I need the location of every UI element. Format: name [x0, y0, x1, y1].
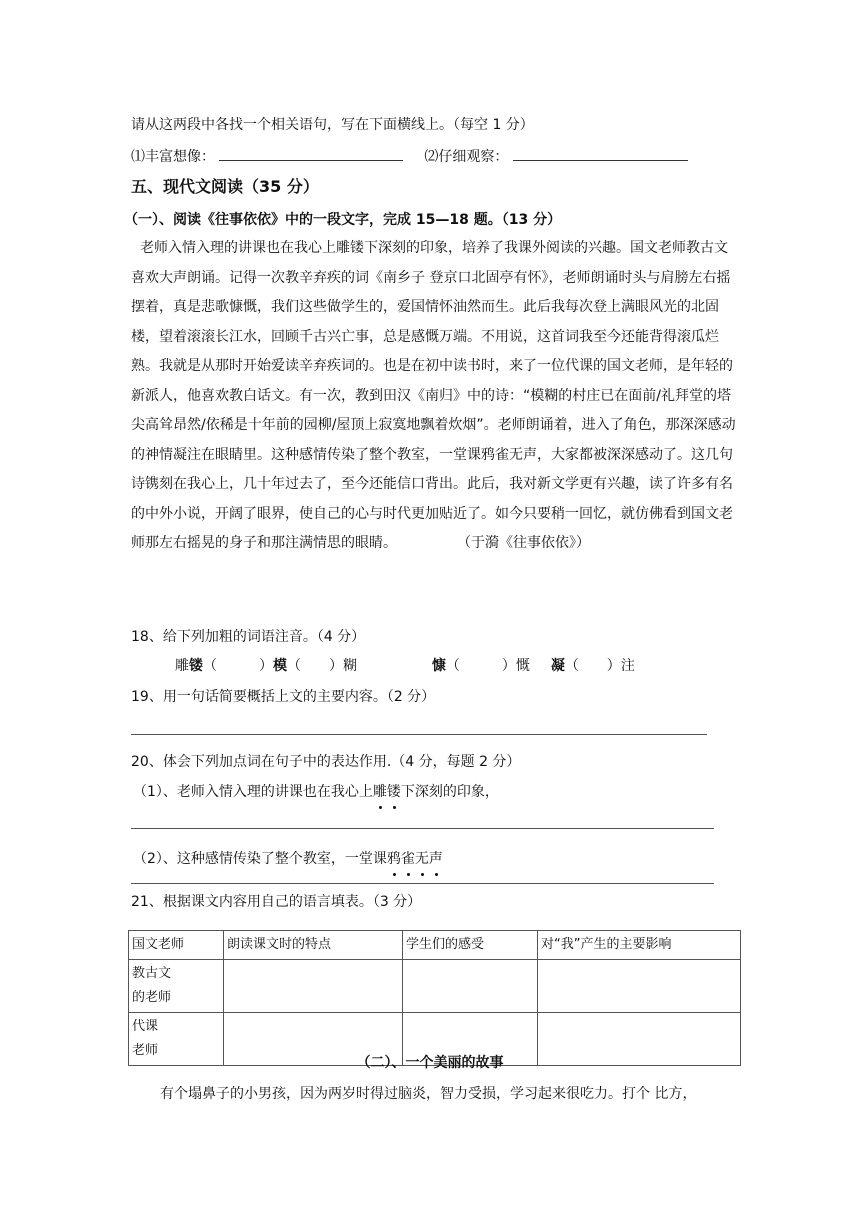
pinyin-blank-2[interactable]: （ ）: [287, 658, 343, 674]
answer-table: [128, 930, 741, 1066]
passage-source: （于漪《往事依依》）: [457, 535, 590, 551]
dotted-wu: 无: [414, 851, 429, 867]
part1-title: （一）、阅读《往事依依》中的一段文字，完成 15—18 题。（13 分）: [124, 212, 562, 228]
dotted-ya: 鸦: [386, 851, 401, 867]
word-zhu: 注: [620, 658, 635, 674]
bold-lou: 镂: [189, 658, 203, 674]
table-cell[interactable]: [538, 960, 741, 1013]
pinyin-blank-1[interactable]: （ ）: [203, 658, 273, 674]
word-diao: 雕: [175, 658, 189, 674]
instruction-text: 请从这两段中各找一个相关语句，写在下面横线上。（每空 1 分）: [131, 117, 534, 133]
bold-ning: 凝: [550, 658, 565, 674]
row-label-line: 老师: [132, 1043, 159, 1058]
q20-sentence-1: [133, 782, 499, 802]
question-20: 20、体会下列加点词在句子中的表达作用.（4 分，每题 2 分）: [131, 754, 521, 770]
row-label: [129, 960, 224, 1013]
bold-mo: 模: [273, 658, 287, 674]
pinyin-blank-3[interactable]: （ ）: [445, 658, 516, 674]
dotted-que: 雀: [400, 851, 415, 867]
q20-sentence-2: [133, 849, 443, 869]
passage-text: 老师入情入理的讲课也在我心上雕镂下深刻的印象，培养了我课外阅读的兴趣。国文老师教古文喜欢大声朗诵。记得一次教辛弃疾的词《南乡子 登京口北固亭有怀》，老师朗诵时头与肩膀左右摇摆着，真是悲歌慷慨，我们这些做学生的，爱国情怀油然而生。此后我每次登上满眼风光的北固楼，望着滚滚长江水，回顾千古兴亡事，总是感慨万端。不用说，这首词我至今还能背得滚瓜烂熟。我就是从那时开始爱读辛弃疾词的。也是在初中读书时，来了一位代课的国文老师，是年轻的新派人，他喜欢教白话文。有一次，教到田汉《南归》中的诗：“模糊的村庄已在面前/礼拜堂的塔尖高耸昂然/依稀是十年前的园柳/屋顶上寂寞地飘着炊烟”。老师朗诵着，进入了角色，那深深感动的神情凝注在眼睛里。这种感情传染了整个教室，一堂课鸦雀无声，大家都被深深感动了。这几句诗镌刻在我心上，几十年过去了，至今还能信口背出。此后，我对新文学更有兴趣，读了许多有名的中外小说，开阔了眼界，使自己的心与时代更加贴近了。如今只要稍一回忆，就仿佛看到国文老师那左右摇晃的身子和那注满情思的眼睛。: [131, 240, 736, 551]
table-header: 朗读课文时的特点: [224, 931, 403, 960]
row-label-line: 代课: [132, 1019, 159, 1034]
pinyin-blank-4[interactable]: （ ）: [564, 658, 621, 674]
answer-blank-2[interactable]: [513, 146, 688, 161]
sentence-1-post: 下深刻的印象，: [400, 784, 499, 800]
table-cell[interactable]: [224, 960, 403, 1013]
answer-blank-1[interactable]: [219, 146, 403, 161]
row-label-line: 教古文: [132, 966, 172, 981]
table-header: 国文老师: [129, 931, 224, 960]
pinyin-row: [175, 656, 635, 676]
word-kai: 慨: [515, 658, 530, 674]
table-cell[interactable]: [403, 960, 538, 1013]
item-rich-imagination: ⑴丰富想像：: [131, 149, 215, 165]
part2-opening: 有个塌鼻子的小男孩，因为两岁时得过脑炎，智力受损，学习起来很吃力。打个 比方，: [160, 1086, 697, 1102]
item-careful-observation: ⑵仔细观察：: [424, 149, 509, 165]
dotted-diao: 雕: [372, 784, 387, 800]
row-label-line: 的老师: [132, 990, 172, 1005]
answer-line-20-1[interactable]: [131, 828, 714, 829]
answer-line-row: [131, 146, 688, 167]
table-header: 学生们的感受: [403, 931, 538, 960]
bold-kang: 慷: [431, 658, 446, 674]
question-18: 18、给下列加粗的词语注音。（4 分）: [131, 629, 366, 645]
sentence-1-pre: （1）、老师入情入理的讲课也在我心上: [133, 784, 373, 800]
dotted-sheng: 声: [428, 851, 443, 867]
dotted-lou: 镂: [386, 784, 401, 800]
question-21: 21、根据课文内容用自己的语言填表。（3 分）: [131, 894, 422, 910]
sentence-2-pre: （2）、这种感情传染了整个教室，一堂课: [133, 851, 387, 867]
table-header: 对“我”产生的主要影响: [538, 931, 741, 960]
part2-title: （二）、一个美丽的故事: [356, 1055, 504, 1071]
section-title: 五、现代文阅读（35 分）: [131, 177, 319, 196]
answer-line-19[interactable]: [131, 734, 707, 735]
answer-line-20-2[interactable]: [131, 883, 714, 884]
word-hu: 糊: [343, 658, 357, 674]
question-19: 19、用一句话简要概括上文的主要内容。（2 分）: [131, 689, 436, 705]
reading-passage: [131, 234, 741, 559]
